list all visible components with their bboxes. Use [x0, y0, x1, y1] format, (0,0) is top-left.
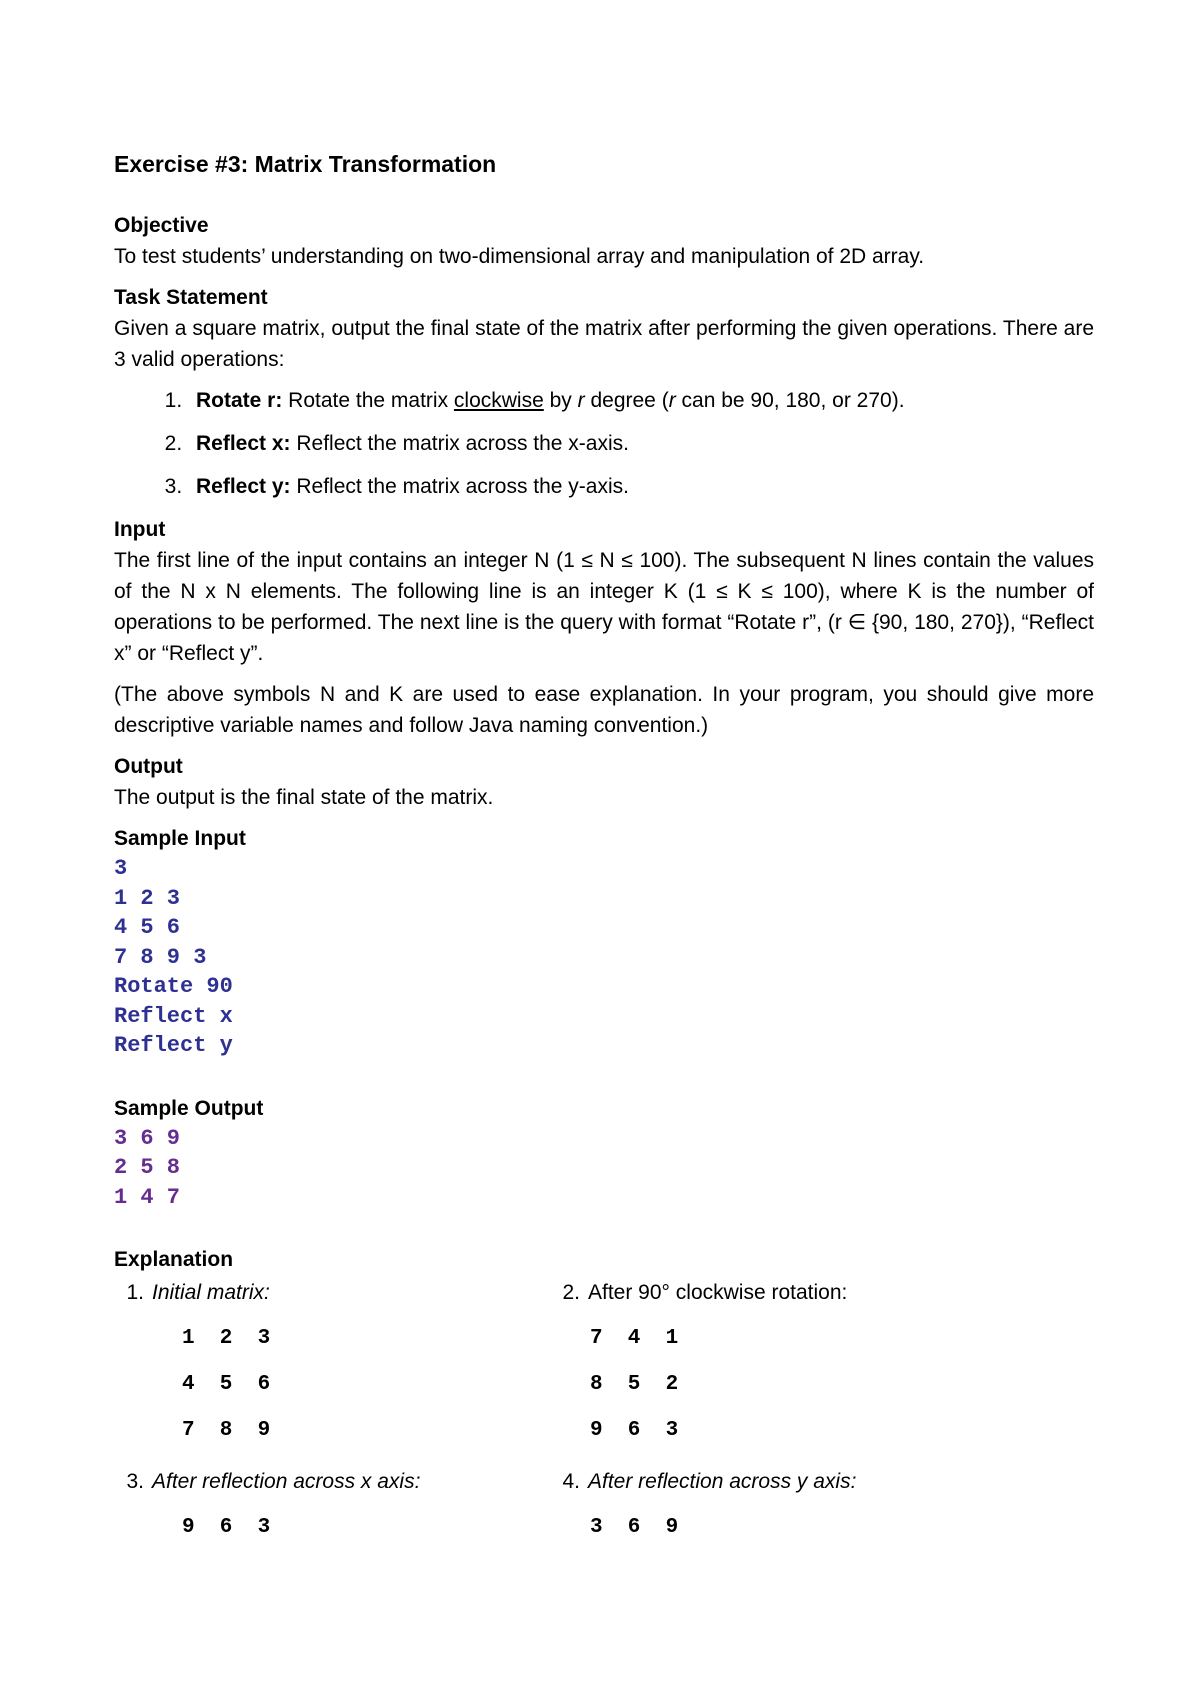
operation-label: Rotate r: [196, 389, 283, 412]
explanation-step-2: 2. After 90° clockwise rotation: 7 4 1 8 5 2 9 6 3 [550, 1277, 986, 1466]
code-line: 4 5 6 [114, 915, 181, 940]
output-heading: Output [114, 755, 183, 778]
sample-output-heading: Sample Output [114, 1096, 264, 1120]
task-heading: Task Statement [114, 286, 268, 309]
code-line: Reflect x [114, 1003, 233, 1029]
document-content [114, 148, 1094, 1563]
code-line: 1 4 7 [114, 1184, 181, 1210]
input-heading: Input [114, 518, 166, 541]
task-text: Given a square matrix, output the final state of the matrix after performing the given operations. There are 3 valid operations: [114, 317, 1094, 371]
explanation-step-1: 1. Initial matrix: 1 2 3 4 5 6 7 8 9 [114, 1277, 550, 1466]
explanation-step-4: 4. After reflection across y axis: 3 6 9 [550, 1466, 986, 1563]
matrix: 7 4 1 8 5 2 9 6 3 [590, 1327, 679, 1442]
input-text: The first line of the input contains an integer N (1 ≤ N ≤ 100). The subsequent N lines contain the values of the N x N elements. The following line is an integer K (1 ≤ K ≤ 100), where K is the number of operations to be performed. The next line is the query with format “Rotate r”, (r ∈ {90, 180, 270}), “Reflect x” or “Reflect y”. [114, 549, 1094, 665]
operation-reflect-y: 3. Reflect y: Reflect the matrix across the y-axis. [188, 471, 1094, 502]
sample-input-heading: Sample Input [114, 827, 246, 850]
code-line: Reflect y [114, 1033, 233, 1058]
operation-rotate: 1. Rotate r: Rotate the matrix clockwise by r degree (r can be 90, 180, or 270). [188, 385, 1094, 416]
output-text: The output is the final state of the matrix. [114, 786, 494, 809]
code-line: Rotate 90 [114, 974, 233, 999]
operation-label: Reflect x: [196, 432, 291, 455]
matrix: 3 6 9 [590, 1516, 679, 1539]
explanation-grid [114, 1277, 1094, 1563]
matrix: 1 2 3 4 5 6 7 8 9 [182, 1327, 271, 1442]
operation-reflect-x: 2. Reflect x: Reflect the matrix across the x-axis. [188, 428, 1094, 459]
code-line: 7 8 9 3 [114, 944, 207, 970]
operations-list [114, 385, 1094, 502]
sample-output-code [114, 1124, 1094, 1213]
sample-input-code [114, 854, 1094, 1061]
input-note: (The above symbols N and K are used to ease explanation. In your program, you should give more descriptive variable names and follow Java naming convention.) [114, 683, 1094, 737]
matrix: 9 6 3 [182, 1516, 271, 1539]
explanation-heading: Explanation [114, 1248, 234, 1271]
code-line: 1 2 3 [114, 885, 181, 911]
code-line: 2 5 8 [114, 1155, 181, 1180]
objective-text: To test students’ understanding on two-dimensional array and manipulation of 2D array. [114, 245, 925, 268]
objective-heading: Objective [114, 214, 209, 237]
page-title: Exercise #3: Matrix Transformation [114, 151, 497, 177]
explanation-step-3: 3. After reflection across x axis: 9 6 3 [114, 1466, 550, 1563]
code-line: 3 6 9 [114, 1125, 181, 1151]
operation-label: Reflect y: [196, 475, 291, 498]
code-line: 3 [114, 856, 128, 881]
underlined-word: clockwise [453, 389, 544, 412]
